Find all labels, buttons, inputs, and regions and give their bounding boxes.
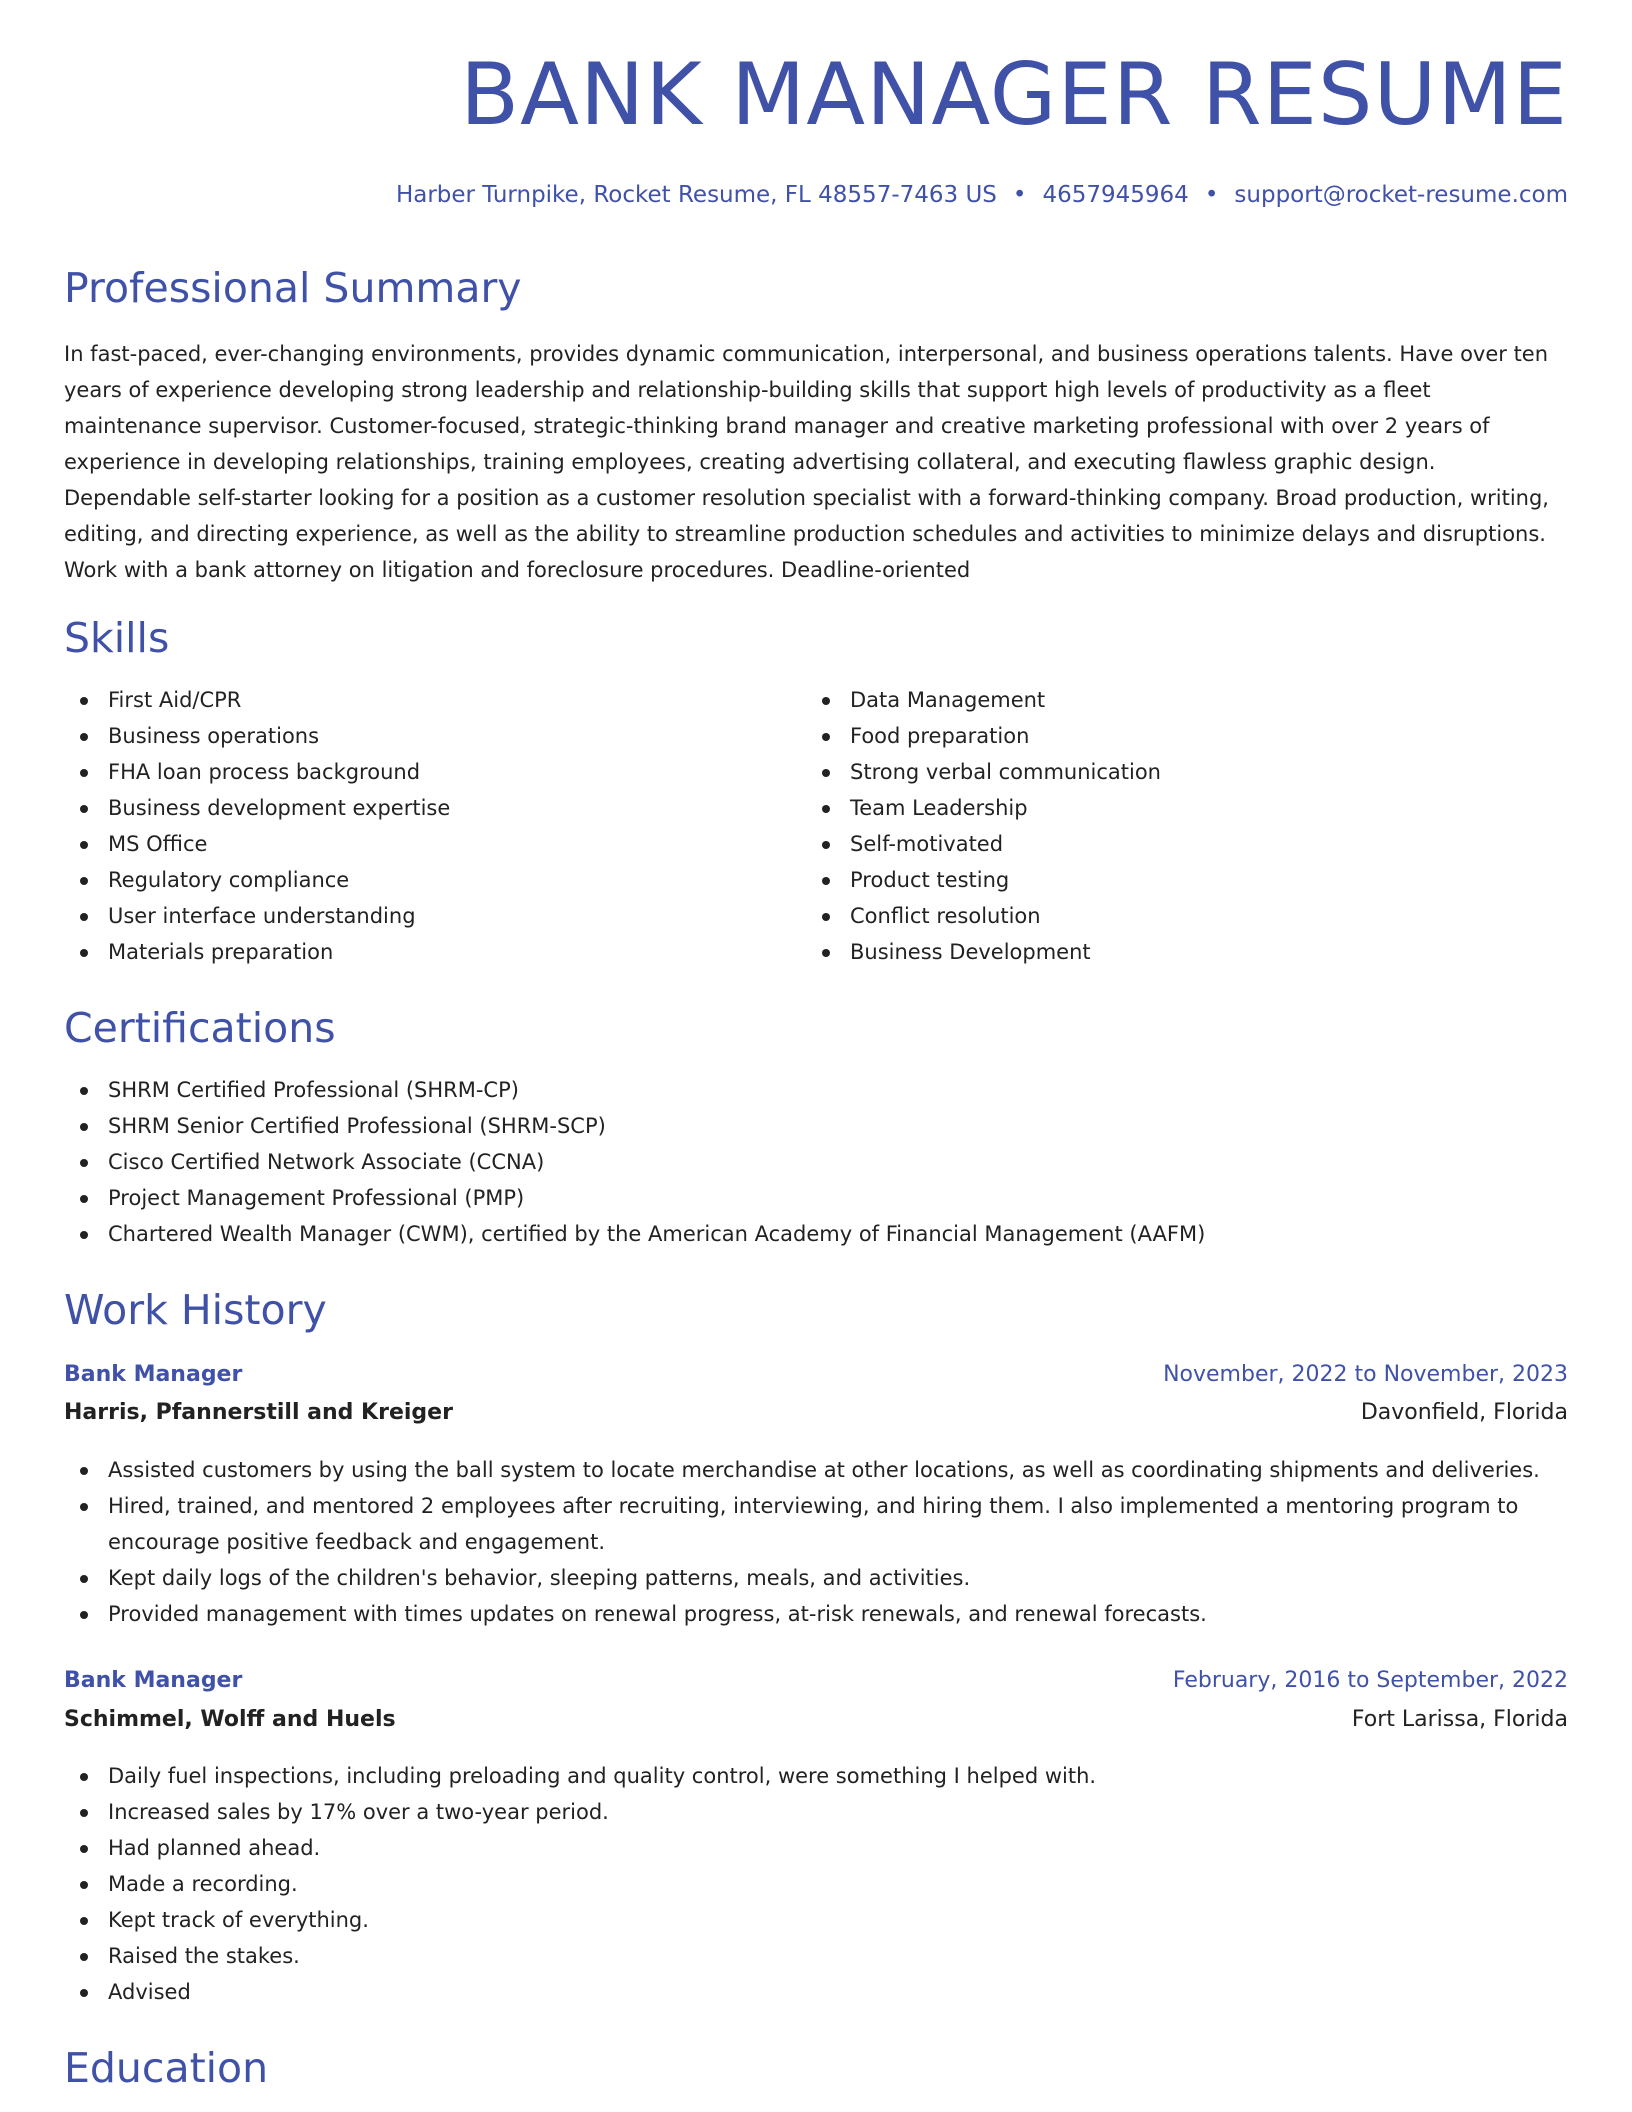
job-company: Schimmel, Wolff and Huels [64,1707,396,1732]
job-location: Fort Larissa, Florida [1351,1707,1568,1732]
contact-separator: • [1204,182,1219,208]
contact-address: Harber Turnpike, Rocket Resume, FL 48557-7463 US [395,182,997,208]
job-bullet: Increased sales by 17% over a two-year period. [64,1794,1568,1830]
skill-item: Business development expertise [64,790,804,826]
job-bullet: Kept track of everything. [64,1902,1568,1938]
skill-item: Regulatory compliance [64,862,804,898]
skill-item: Product testing [806,862,1546,898]
skill-item: MS Office [64,826,804,862]
job-bullet: Advised [64,1974,1568,2010]
job-title: Bank Manager [64,1362,243,1387]
job-company: Harris, Pfannerstill and Kreiger [64,1400,453,1425]
skill-item: Self-motivated [806,826,1546,862]
skills-list-left [64,682,804,970]
job-bullet: Had planned ahead. [64,1830,1568,1866]
certification-item: Chartered Wealth Manager (CWM), certified by the American Academy of Financial Management (AAFM) [64,1216,1568,1252]
job-bullet: Made a recording. [64,1866,1568,1902]
skill-item: Business operations [64,718,804,754]
work-history-heading: Work History [64,1286,327,1334]
job-bullets [64,1452,1568,1632]
certification-item: Cisco Certified Network Associate (CCNA) [64,1144,1568,1180]
contact-email: support@rocket-resume.com [1234,182,1568,208]
job-bullet: Hired, trained, and mentored 2 employees after recruiting, interviewing, and hiring them. I also implemented a mentoring program to encourage positive feedback and engagement. [64,1488,1568,1560]
contact-phone: 4657945964 [1042,182,1189,208]
job-bullet: Daily fuel inspections, including preloading and quality control, were something I helped with. [64,1758,1568,1794]
certification-item: SHRM Certified Professional (SHRM-CP) [64,1072,1568,1108]
summary-text: In fast-paced, ever-changing environments, provides dynamic communication, interpersonal, and business operations talents. Have over ten years of experience developing strong leadership and relationship-building skills that support high levels of productivity as a fleet maintenance supervisor. Customer-focused, strategic-thinking brand manager and creative marketing professional with over 2 years of experience in developing relationships, training employees, creating advertising collateral, and executing flawless graphic design. Dependable self-starter looking for a position as a customer resolution specialist with a forward-thinking company. Broad production, writing, editing, and directing experience, as well as the ability to streamline production schedules and activities to minimize delays and disruptions. Work with a bank attorney on litigation and foreclosure procedures. Deadline-oriented [64,342,1549,582]
job-dates: November, 2022 to November, 2023 [1163,1362,1568,1387]
job-bullet: Kept daily logs of the children's behavior, sleeping patterns, meals, and activities. [64,1560,1568,1596]
skill-item: First Aid/CPR [64,682,804,718]
education-heading: Education [64,2044,269,2092]
skill-item: User interface understanding [64,898,804,934]
skills-heading: Skills [64,614,170,662]
skill-item: Materials preparation [64,934,804,970]
certification-item: Project Management Professional (PMP) [64,1180,1568,1216]
skill-item: Food preparation [806,718,1546,754]
resume-title: BANK MANAGER RESUME [460,45,1568,145]
skill-item: Conflict resolution [806,898,1546,934]
job-bullet: Provided management with times updates on renewal progress, at-risk renewals, and renewal forecasts. [64,1596,1568,1632]
skill-item: Business Development [806,934,1546,970]
job-bullet: Raised the stakes. [64,1938,1568,1974]
skill-item: FHA loan process background [64,754,804,790]
skill-item: Strong verbal communication [806,754,1546,790]
job-dates: February, 2016 to September, 2022 [1172,1668,1568,1693]
skill-item: Data Management [806,682,1546,718]
certifications-list [64,1072,1568,1252]
summary-heading: Professional Summary [64,264,522,312]
contact-separator: • [1012,182,1027,208]
skill-item: Team Leadership [806,790,1546,826]
job-location: Davonfield, Florida [1360,1400,1568,1425]
job-title: Bank Manager [64,1668,243,1693]
certification-item: SHRM Senior Certified Professional (SHRM-SCP) [64,1108,1568,1144]
certifications-heading: Certifications [64,1004,336,1052]
job-bullet: Assisted customers by using the ball system to locate merchandise at other locations, as well as coordinating shipments and deliveries. [64,1452,1568,1488]
skills-list-right [806,682,1546,970]
job-bullets [64,1758,1568,2010]
contact-line [396,182,1568,208]
